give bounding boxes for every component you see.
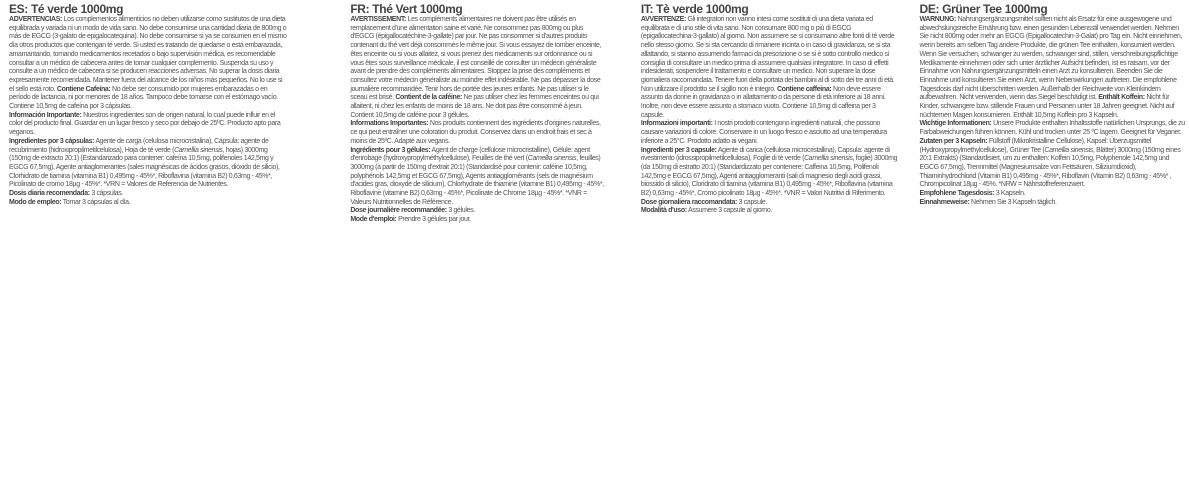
warnings-es	[9, 16, 288, 112]
warnings-it	[641, 16, 900, 120]
dose-label-es: Dosis diaria recomendada:	[9, 190, 90, 198]
warnings-fr	[350, 16, 607, 120]
info-text-fr: Nos produits contiennent des ingrédients d'origines naturelles, ce qui peut entraîner une coloration du produit. Conservez dans un endroit frais et sec à moins de 25ºC. Adapté aux vegans.	[350, 120, 601, 145]
caffeine-text-it: Non deve essere assunto da donne in gravidanza o in allattamento o da persone di età inferiore ai 18 anni. Inoltre, non deve essere assunto a stomaco vuoto. Contiene 10,5mg di caffeina per 3 capsule.	[640, 85, 886, 119]
ingredients-es	[9, 138, 288, 190]
info-label-fr: Informations Importantes:	[350, 120, 429, 128]
dose-text-de: 3 Kapseln.	[994, 190, 1026, 198]
info-label-es: Información Importante:	[9, 111, 82, 119]
info-label-it: Informazioni importanti:	[640, 120, 713, 128]
warnings-label-de: WARNUNG:	[919, 16, 956, 23]
warnings-text-es: Los complementos alimenticios no deben utilizarse como sustitutos de una dieta equilibrada y variada ni un modo de vida sano. No debe consumirse una cantidad diaria de 800mg o más de EGCG (3-galato de epigalocatequina). No debe consumirse si ya se consumen en el mismo día otros productos que contengan té verde. Si usted es tratando de quedarse o está embarazada, amamantando, tomando medicamentos recetados o bajo supervisión médica, es recomendable consultar a un médico de cabecera antes de tomar cualquier complemento. Suspenda su uso y consulte a un médico de cabecera si se producen reacciones adversas. No superar la dosis diaria expresamente recomendada. Mantener fuera del alcance de los niños más pequeños. No lo use si el sello está roto.	[9, 16, 287, 93]
ingredients-label-es: Ingredientes por 3 cápsulas:	[9, 137, 95, 145]
usage-text-es: Tomar 3 cápsulas al día.	[61, 198, 131, 206]
dose-fr	[350, 207, 607, 216]
column-german	[910, 0, 1189, 502]
column-italian	[631, 0, 908, 502]
usage-label-es: Modo de empleo:	[9, 198, 62, 206]
title-fr: FR: Thé Vert 1000mg	[350, 2, 463, 16]
column-french	[340, 0, 617, 502]
caffeine-label-fr: Contient de la caféine:	[393, 94, 462, 102]
caffeine-label-it: Contiene caffeina:	[775, 85, 832, 93]
ingredients-latin-de: Camellia sinensis	[1044, 146, 1093, 154]
info-text-it: I nostri prodotti contengono ingredienti naturali, che possono causare variazioni di colore. Conservare in un luogo fresco e asciutto ad una temperatura inferiore a 25°C. Prodotto adatto ai vegani.	[640, 120, 887, 145]
ingredients-fr	[350, 147, 607, 208]
usage-de	[920, 199, 1186, 208]
dose-label-de: Empfohlene Tagesdosis:	[919, 190, 995, 198]
usage-es	[9, 199, 288, 208]
ingredients-text-1-es: Agente de carga (celulosa microcristalina), Cápsula: agente de recubrimiento (hidroxipropilmetilcelulosa), Hoja de té verde (	[9, 137, 269, 154]
usage-it	[641, 207, 900, 216]
warnings-text-it: Gli integratori non vanno intesi come sostituti di una dieta variata ed equilibrata e di uno stile di vita sano. Non consumare 800 mg o più di EGCG (epigallocatechina-3-gallato) al giorno. Non assumere se si consumano altre fonti di tè verde nello stesso giorno. Se si sta cercando di rimanere incinta o in caso di gravidanza, se si sta allattando, si stanno assumendo farmaci da prescrizione o se si è sotto controllo medico si consiglia di consultare un medico prima di assumere qualsiasi integratore. In caso di effetti indesiderati, sospendere il trattamento e consultare un medico. Non superare la dose giornaliera raccomandata. Tenere fuori della portata dei bambini al di sotto dei tre anni di età. Non utilizzare il prodotto se il sigillo non è integro.	[640, 16, 895, 93]
caffeine-label-de: Enthält Koffein:	[1096, 94, 1145, 102]
ingredients-it	[641, 147, 900, 199]
usage-fr	[350, 216, 607, 225]
ingredients-text-1-it: Agente di carica (cellulosa microcristallina), Capsula: agente di rivestimento (idrossipropilmetilcellulosa), Foglie di tè verde (	[640, 146, 890, 163]
usage-text-fr: Prendre 3 gélules par jour.	[396, 216, 471, 224]
usage-text-it: Assumere 3 capsule al giorno.	[686, 207, 772, 215]
warnings-label-es: ADVERTENCIAS:	[9, 16, 63, 23]
ingredients-latin-es: Camellia sinensis	[174, 146, 223, 154]
warnings-label-it: AVVERTENZE:	[640, 16, 686, 23]
column-spanish	[0, 0, 296, 502]
dose-label-it: Dose giornaliera raccomandata:	[640, 198, 738, 206]
ingredients-text-2-fr: , feuilles) 3000mg (à partir de 150mg d'extrait 20:1) (Standardisé pour contenir: caféine 10,5mg, polyphénols 142,5mg et EGCG 67,5mg), Agents antiagglomérants (sels de magnésium d'acides gras, dioxyde de silicium), Chlorhydrate de thiamine (vitamine B1) 0,495mg - 45%*, Riboflavine (vitamine B2) 0,63mg - 45%*, Picolinate de Chrome 18µg - 45%*. *VNR = Valeurs Nutritionnelles de Référence.	[350, 155, 604, 206]
warnings-de	[920, 16, 1186, 120]
ingredients-text-2-de: , Blätter) 3000mg (150mg eines 20:1 Extrakts) (Standardisiert, um zu enthalten: Koffein 10,5mg, Polyphenole 142,5mg und EGCG 67,5mg), Trennmittel (Magnesiumsalze von Fettsäuren, Siliziumdioxid), Thiaminhydrochlorid (Vitamin B1) 0,495mg - 45%*, Riboflavin (Vitamin B2) 0,63mg - 45%* , Chrompicolinat 18µg - 45%. *NRW = Nährstoffreferenzwert.	[919, 146, 1181, 189]
ingredients-latin-fr: Camellia sinensis	[527, 155, 577, 163]
ingredients-label-it: Ingredienti per 3 capsule:	[640, 146, 717, 154]
ingredients-text-1-de: Füllstoff (Mikrokristalline Cellulose), Kapsel: Überzugsmittel (Hydroxypropylmethylcellulose), Grüner Tee (	[919, 137, 1152, 154]
warnings-label-fr: AVERTISSEMENT:	[350, 16, 406, 23]
info-es	[9, 112, 288, 138]
dose-text-fr: 3 gélules.	[446, 207, 475, 215]
usage-text-de: Nehmen Sie 3 Kapseln täglich.	[969, 198, 1057, 206]
info-it	[641, 120, 900, 146]
info-de	[920, 120, 1186, 137]
usage-label-de: Einnahmeweise:	[919, 198, 970, 206]
warnings-text-de: Nahrungsergänzungsmittel sollten nicht als Ersatz für eine ausgewogene und abwechslungsreiche Ernährung bzw. einen gesunden Lebensstil verwendet werden. Nehmen Sie nicht 800mg oder mehr an EGCG (Epigallocatechin-3-Galat) pro Tag ein. Nicht einnehmen, wenn bereits am selben Tag andere Produkte, die grünen Tee enthalten, konsumiert werden. Wenn Sie versuchen, schwanger zu werden, schwanger sind, stillen, verschreibungspflichtige Medikamente einnehmen oder sich unter ärztlicher Aufsicht befinden, ist es ratsam, vor der Einnahme von Nahrungsergänzungsmitteln einen Arzt zu konsultieren. Beenden Sie die Einnahme und konsultieren Sie einen Arzt, wenn Nebenwirkungen auftreten. Die empfohlene Tagesdosis darf nicht überschritten werden. Außerhalb der Reichweite von Kleinkindern aufbewahren. Nicht verwenden, wenn das Siegel beschädigt ist.	[919, 16, 1183, 102]
ingredients-label-fr: Ingrédients pour 3 gélules:	[350, 146, 431, 154]
dose-label-fr: Dose journalière recommandée:	[350, 207, 447, 215]
dose-it	[641, 199, 900, 208]
title-es: ES: Té verde 1000mg	[9, 2, 124, 16]
caffeine-text-de: Nicht für Kinder, schwangere bzw. stillende Frauen und Personen unter 18 Jahren geeignet. Nicht auf nüchternen Magen konsumieren. Enthält 10,5mg Koffein pro 3 Kapseln.	[919, 94, 1175, 119]
ingredients-label-de: Zutaten per 3 Kapseln:	[919, 137, 988, 145]
ingredients-de	[920, 138, 1186, 190]
ingredients-text-1-fr: Agent de charge (cellulose microcristalline), Gélule: agent d'enrobage (hydroxypropylméthylcellulose), Feuilles de thé vert (	[350, 146, 590, 163]
dose-text-es: 3 cápsulas.	[89, 190, 123, 198]
warnings-text-fr: Les compléments alimentaires ne doivent pas être utilisés en remplacement d'une alimentation saine et varié. Ne consommez pas 800mg ou plus d'EGCG (épigallocatéchine-3-gallate) par jour. Ne pas consommer si d'autres produits contenant du thé vert déjà consommés le même jour. Si vous essayez de tomber enceinte, êtes enceinte ou si vous allaitez, si vous prenez des médicaments sur ordonnance ou si vous êtes sous surveillance médicale, il est conseillé de consulter un médecin généraliste avant de prendre des compléments alimentaires. Stoppez la prise des compléments et consultez votre médecin généraliste au moindre effet indésirable. Ne pas dépasser la dose journalière recommandée. Tenir hors de portée des jeunes enfants. Ne pas utiliser si le sceau est brisé.	[350, 16, 602, 102]
ingredients-latin-it: Camellia sinensis	[804, 155, 853, 163]
info-text-de: Unsere Produkte enthalten Inhaltsstoffe natürlichen Ursprungs, die zu Farbabweichungen führen können. Kühl und trocken unter 25 ºC lagern. Geeignet für Veganer.	[919, 120, 1185, 137]
dose-de	[920, 190, 1186, 199]
usage-label-it: Modalità d'uso:	[640, 207, 687, 215]
info-text-es: Nuestros ingredientes son de origen natural, lo cual puede influir en el color del producto final. Guardar en un lugar fresco y seco por debajo de 25ºC. Producto apto para veganos.	[9, 111, 281, 137]
ingredients-text-2-es: , hojas) 3000mg (150mg de extracto 20:1) (Estandarizado para contener: cafeína 10,5mg, polifenoles 142,5mg y EGCG 67,5mg), Agente antiaglomerantes (sales magnésicas de ácidos grasos, dióxido de silicio), Clorhidrato de tiamina (vitamina B1) 0,495mg - 45%*, Riboflavina (vitamina B2) 0,63mg - 45%*, Picolinato de cromo 18µg - 45%*. *VRN = Valores de Referencia de Nutrientes.	[9, 146, 280, 189]
info-label-de: Wichtige Informationen:	[919, 120, 992, 128]
title-it: IT: Tè verde 1000mg	[640, 2, 749, 16]
title-de: DE: Grüner Tee 1000mg	[919, 2, 1048, 16]
dose-text-it: 3 capsule.	[737, 198, 768, 206]
usage-label-fr: Mode d'emploi:	[350, 216, 397, 224]
caffeine-label-es: Contiene Cafeína:	[55, 85, 111, 93]
info-fr	[350, 120, 607, 146]
dose-es	[9, 190, 288, 199]
caffeine-text-es: No debe ser consumido por mujeres embarazadas o en período de lactancia, ni por menores de 18 años. Tampoco debe tomarse con el estómago vacío. Contiene 10,5mg de cafeína por 3 cápsulas.	[9, 85, 278, 111]
ingredients-text-2-it: , foglie) 3000mg (da 150mg di estratto 20:1) (Standardizzato per contenere: Caffeina 10,5mg, Polifenoli 142,5mg e EGCG 67,5mg), Agenti antiagglomeranti (sali di magnesio degli acidi grassi, biossido di silicio), Cloridrato di tiamina (vitamina B1) 0,495mg - 45%*, Riboflavina (vitamina B2) 0,63mg - 45%*, Cromo picolinato 18µg - 45%*. *VNR = Valori Nutritivi di Riferimento.	[640, 155, 898, 198]
caffeine-text-fr: Ne pas utiliser chez les femmes enceintes ou qui allaitent, ni chez les enfants de moins de 18 ans. Ne doit pas être consommé à jeun. Contient 10,5mg de caféine pour 3 gélules.	[350, 94, 599, 119]
